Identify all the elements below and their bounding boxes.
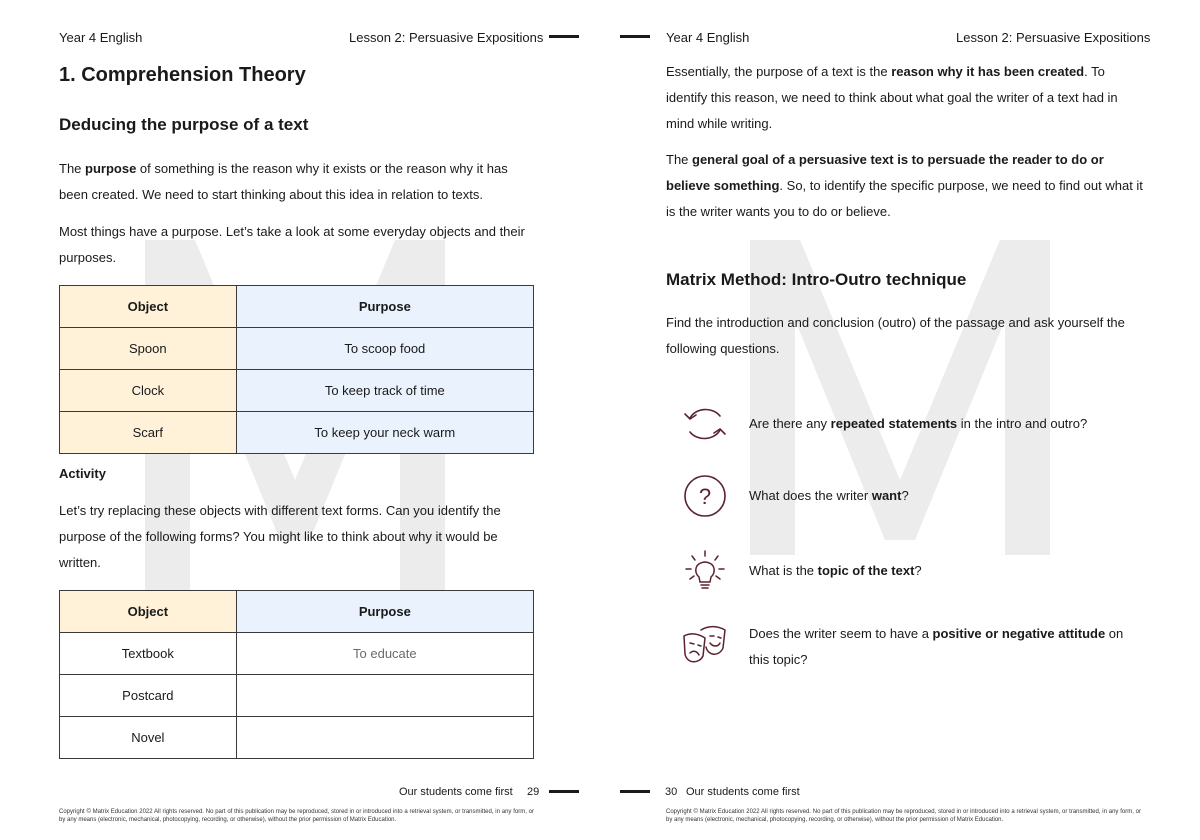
persuasive-goal-paragraph: The general goal of a persuasive text is to persuade the reader to do or believe something. So, to identify the specific purpose, we need to find out what it is the writer wants you to do or believe.	[666, 152, 1143, 219]
objects-paragraph: Most things have a purpose. Let’s take a look at some everyday objects and their purposes.	[59, 224, 525, 265]
table-row	[60, 591, 534, 633]
right-header-course: Year 4 English	[666, 30, 750, 45]
method-heading: Matrix Method: Intro-Outro technique	[666, 270, 967, 289]
question-attitude: Does the writer seem to have a positive or negative attitude on this topic?	[749, 626, 1124, 667]
table-row	[60, 328, 534, 370]
left-footer-tagline: Our students come first	[399, 786, 513, 798]
right-header-lesson: Lesson 2: Persuasive Expositions	[956, 30, 1151, 45]
forms-table	[59, 590, 534, 759]
right-page	[600, 0, 1200, 840]
right-footer-tagline: Our students come first	[686, 786, 800, 798]
table-cell: Clock	[60, 370, 237, 412]
repeat-arrows-icon	[680, 402, 730, 446]
table-row	[60, 717, 534, 759]
purpose-reason-paragraph: Essentially, the purpose of a text is the reason why it has been created. To identify this reason, we need to think about what goal the writer of a text had in mind while writing.	[666, 64, 1118, 131]
table-cell: To keep your neck warm	[236, 412, 533, 454]
activity-label: Activity	[59, 466, 106, 481]
answer-cell[interactable]	[236, 675, 533, 717]
table-row	[60, 286, 534, 328]
table-cell: To keep track of time	[236, 370, 533, 412]
table-cell: Textbook	[60, 633, 237, 675]
table-row	[60, 370, 534, 412]
answer-cell[interactable]	[236, 717, 533, 759]
table-cell: To scoop food	[236, 328, 533, 370]
page-title: 1. Comprehension Theory	[59, 64, 306, 86]
table-row	[60, 412, 534, 454]
left-header-lesson: Lesson 2: Persuasive Expositions	[349, 30, 544, 45]
method-intro: Find the introduction and conclusion (outro) of the passage and ask yourself the following questions.	[666, 315, 1125, 356]
left-page-number: 29	[527, 786, 540, 798]
table-cell: Scarf	[60, 412, 237, 454]
lightbulb-icon	[682, 547, 728, 593]
section-heading: Deducing the purpose of a text	[59, 115, 309, 134]
right-page-number: 30	[665, 786, 678, 798]
right-header-rule	[620, 35, 650, 38]
drama-masks-icon	[681, 622, 729, 668]
svg-text:?: ?	[698, 484, 712, 509]
left-copyright: Copyright © Matrix Education 2022 All rights reserved. No part of this publication may be reproduced, stored in or introduced into a retrieval system, or transmitted, in any form, or by any means (electronic, mechanical, photocopying, recording, or otherwise), without the prior permission of Matrix Education.	[59, 809, 534, 823]
right-copyright: Copyright © Matrix Education 2022 All rights reserved. No part of this publication may be reproduced, stored in or introduced into a retrieval system, or transmitted, in any form, or by any means (electronic, mechanical, photocopying, recording, or otherwise), without the prior permission of Matrix Education.	[666, 809, 1141, 823]
question-repeated: Are there any repeated statements in the intro and outro?	[749, 416, 1088, 431]
question-topic: What is the topic of the text?	[749, 563, 922, 578]
object-header: Object	[60, 591, 237, 633]
objects-table	[59, 285, 534, 454]
answer-cell[interactable]: To educate	[236, 633, 533, 675]
left-header-course: Year 4 English	[59, 30, 143, 45]
object-header: Object	[60, 286, 237, 328]
left-header-rule	[549, 35, 579, 38]
table-cell: Novel	[60, 717, 237, 759]
right-footer-rule	[620, 790, 650, 793]
question-mark-icon	[682, 473, 728, 519]
table-cell: Postcard	[60, 675, 237, 717]
left-footer-rule	[549, 790, 579, 793]
question-want: What does the writer want?	[749, 488, 909, 503]
purpose-header: Purpose	[236, 286, 533, 328]
purpose-header: Purpose	[236, 591, 533, 633]
table-cell: Spoon	[60, 328, 237, 370]
table-row	[60, 675, 534, 717]
table-row	[60, 633, 534, 675]
activity-paragraph: Let’s try replacing these objects with different text forms. Can you identify the purpose of the following forms? You might like to think about why it would be written.	[59, 503, 501, 570]
purpose-paragraph: The purpose of something is the reason why it exists or the reason why it has been created. We need to start thinking about this idea in relation to texts.	[59, 161, 508, 202]
